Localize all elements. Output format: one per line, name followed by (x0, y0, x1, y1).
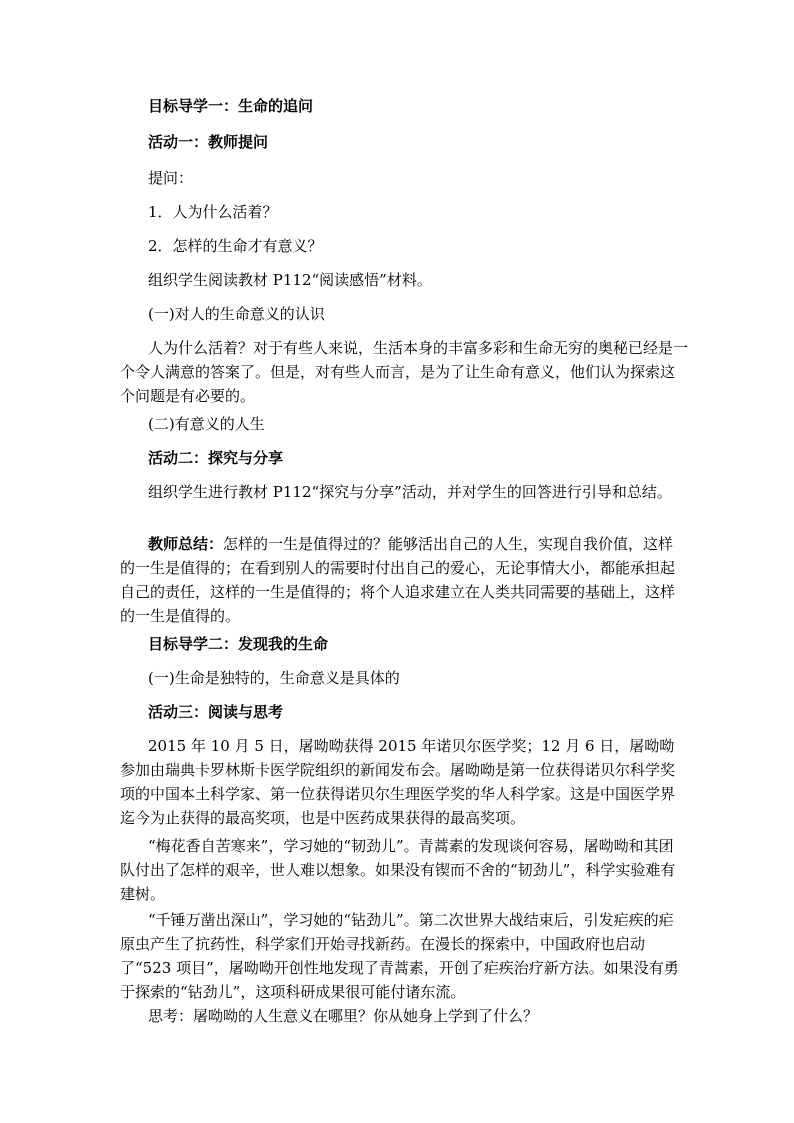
section-1-body: 人为什么活着？对于有些人来说，生活本身的丰富多彩和生命无穷的奥秘已经是一个令人满意的答案了。但是，对有些人而言，是为了让生命有意义，他们认为探索这个问题是有必要的。 (120, 339, 689, 405)
question-label: 提问： (148, 169, 194, 187)
reading-paragraph-2: “梅花香自苦寒来”，学习她的“韧劲儿”。青蒿素的发现谈何容易，屠呦呦和其团队付出了怎样的艰辛，世人难以想象。如果没有锲而不舍的“韧劲儿”，科学实验难有建树。 (120, 837, 676, 903)
section-2-title: (二)有意义的人生 (148, 415, 265, 433)
reading-paragraph-3: “千锤万凿出深山”，学习她的“钻劲儿”。第二次世界大战结束后，引发疟疾的疟原虫产生了抗药性，科学家们开始寻找新药。在漫长的探索中，中国政府也启动了“523 项目”，屠呦呦开创性地发现了青蒿素，开创了疟疾治疗新方法。如果没有勇于探索的“钻劲儿”，这项科研成果很可能付诸东流。 (120, 911, 679, 1001)
activity1-heading: 活动一：教师提问 (148, 133, 269, 151)
organize-reading: 组织学生阅读教材 P112“阅读感悟”材料。 (148, 271, 432, 289)
activity3-heading: 活动三：阅读与思考 (148, 703, 284, 721)
think-question: 思考：屠呦呦的人生意义在哪里？你从她身上学到了什么？ (148, 1007, 539, 1025)
question-1: 1．人为什么活着？ (148, 203, 278, 221)
teacher-summary-body: 怎样的一生是值得过的？能够活出自己的人生，实现自我价值，这样的一生是值得的；在看到别人的需要时付出自己的爱心，无论事情大小，都能承担起自己的责任，这样的一生是值得的；将个人追求建立在人类共同需要的基础上，这样的一生是值得的。 (120, 535, 676, 625)
teacher-summary (120, 532, 688, 628)
question-2: 2．怎样的生命才有意义？ (148, 237, 323, 255)
activity2-heading: 活动二：探究与分享 (148, 449, 284, 467)
section-3-title: (一)生命是独特的，生命意义是具体的 (148, 669, 400, 687)
teacher-summary-label: 教师总结： (148, 535, 224, 553)
reading-paragraph-1: 2015 年 10 月 5 日，屠呦呦获得 2015 年诺贝尔医学奖；12 月 6 日，屠呦呦参加由瑞典卡罗林斯卡医学院组织的新闻发布会。屠呦呦是第一位获得诺贝尔科学奖项的中国本土科学家、第一位获得诺贝尔生理医学奖的华人科学家。这是中国医学界迄今为止获得的最高奖项，也是中医药成果获得的最高奖项。 (120, 737, 676, 827)
goal1-heading: 目标导学一：生命的追问 (148, 97, 314, 115)
section-1-title: (一)对人的生命意义的认识 (148, 305, 325, 323)
activity2-body: 组织学生进行教材 P112“探究与分享”活动，并对学生的回答进行引导和总结。 (148, 483, 672, 501)
goal2-heading: 目标导学二：发现我的生命 (148, 635, 329, 653)
